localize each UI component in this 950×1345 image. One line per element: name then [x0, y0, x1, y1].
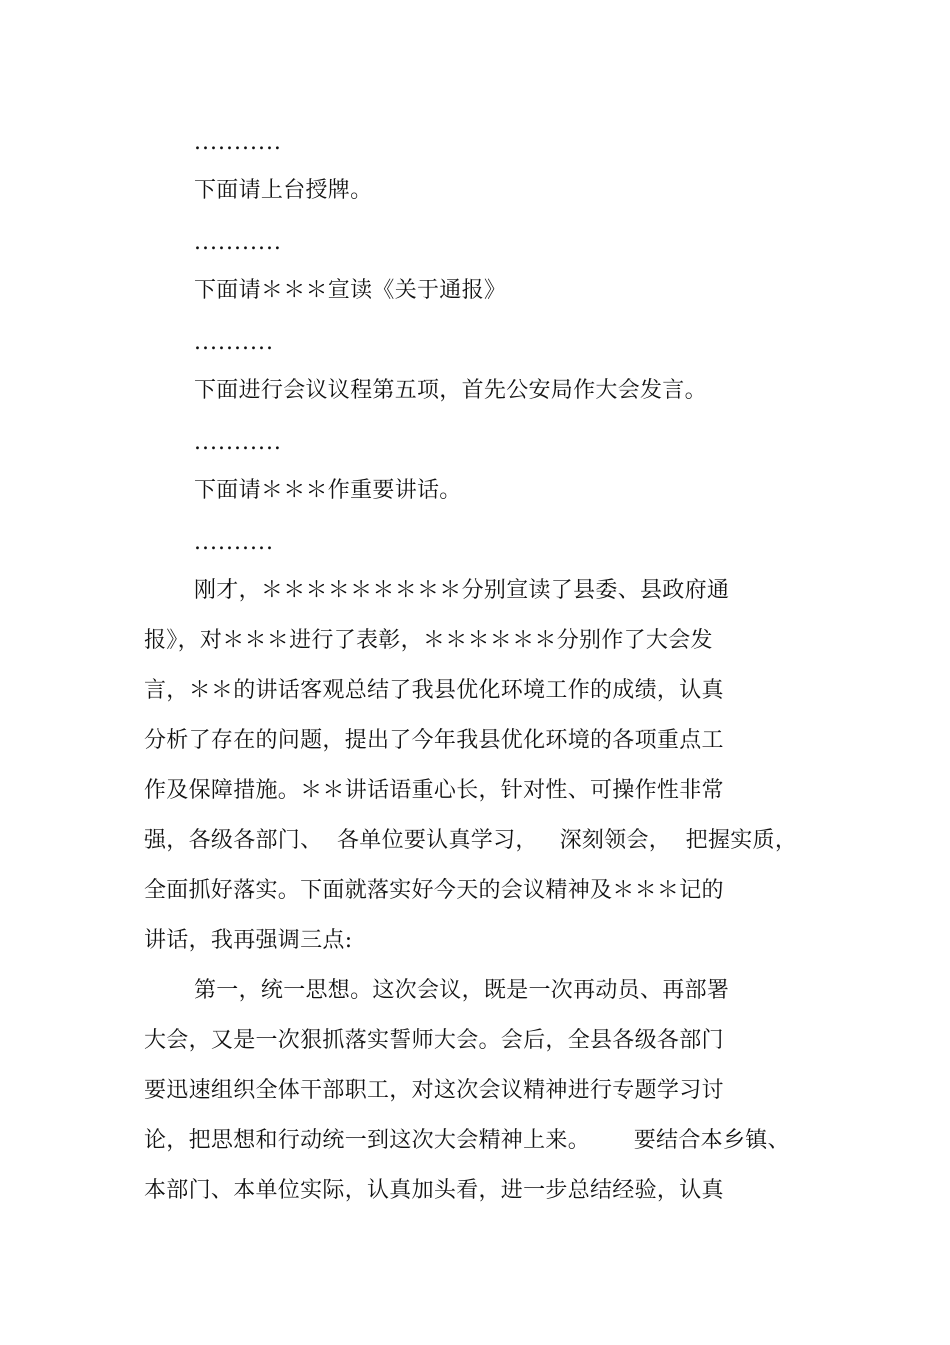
paragraph-line-7: 全面抓好落实。下面就落实好今天的会议精神及＊＊＊记的	[144, 878, 724, 903]
paragraph-line-12: 论，把思想和行动统一到这次大会精神上来。 要结合本乡镇、	[144, 1128, 790, 1153]
text-line-4: 下面请＊＊＊作重要讲话。	[194, 478, 462, 503]
paragraph-line-1: 刚才，＊＊＊＊＊＊＊＊＊分别宣读了县委、县政府通	[194, 578, 730, 603]
paragraph-line-9: 第一，统一思想。这次会议，既是一次再动员、再部署	[194, 978, 730, 1003]
text-line-2: 下面请＊＊＊宣读《关于通报》	[194, 278, 507, 303]
paragraph-line-13: 本部门、本单位实际，认真加头看，进一步总结经验，认真	[144, 1178, 724, 1203]
paragraph-line-2: 报》，对＊＊＊进行了表彰，＊＊＊＊＊＊分别作了大会发	[144, 628, 713, 653]
text-line-1: 下面请上台授牌。	[194, 178, 373, 203]
text-line-3: 下面进行会议议程第五项，首先公安局作大会发言。	[194, 378, 707, 403]
ellipsis-line-3: ..........	[194, 330, 274, 355]
paragraph-line-3: 言，＊＊的讲话客观总结了我县优化环境工作的成绩，认真	[144, 678, 724, 703]
paragraph-line-4: 分析了存在的问题，提出了今年我县优化环境的各项重点工	[144, 728, 724, 753]
paragraph-line-5: 作及保障措施。＊＊讲话语重心长，针对性、可操作性非常	[144, 778, 724, 803]
ellipsis-line-1: ...........	[194, 130, 282, 155]
ellipsis-line-4: ...........	[194, 430, 282, 455]
ellipsis-line-5: ..........	[194, 530, 274, 555]
paragraph-line-11: 要迅速组织全体干部职工，对这次会议精神进行专题学习讨	[144, 1078, 724, 1103]
paragraph-line-10: 大会，又是一次狠抓落实誓师大会。会后，全县各级各部门	[144, 1028, 724, 1053]
ellipsis-line-2: ...........	[194, 230, 282, 255]
paragraph-line-8: 讲话，我再强调三点:	[144, 928, 353, 953]
paragraph-line-6: 强，各级各部门、 各单位要认真学习， 深刻领会， 把握实质，	[144, 828, 798, 853]
